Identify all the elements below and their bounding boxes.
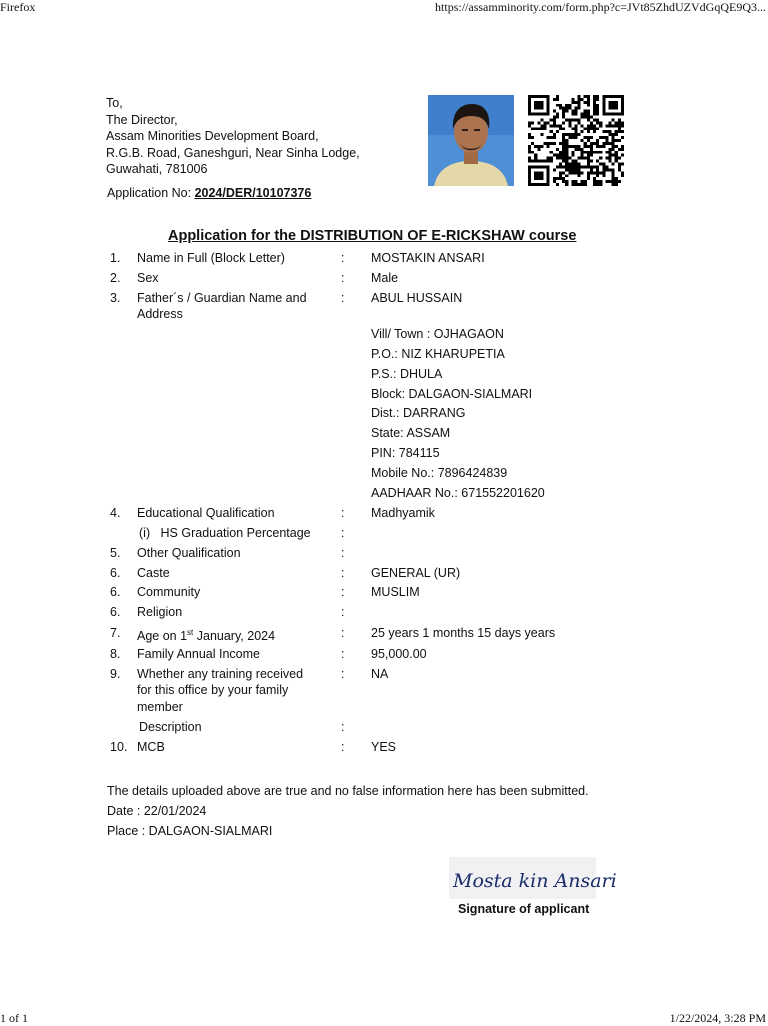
application-number-label: Application No: xyxy=(107,186,195,200)
row-number: 3. xyxy=(110,291,121,305)
guardian-address-line: Dist.: DARRANG xyxy=(371,406,466,420)
colon: : xyxy=(341,546,345,560)
colon: : xyxy=(341,585,345,599)
guardian-address-line: State: ASSAM xyxy=(371,426,451,440)
signature-image xyxy=(449,857,617,899)
colon: : xyxy=(341,740,345,754)
row-number: 8. xyxy=(110,647,121,661)
other-qualification-label: Other Qualification xyxy=(137,546,241,560)
training-value: NA xyxy=(371,667,389,681)
signature-caption: Signature of applicant xyxy=(458,902,590,916)
colon: : xyxy=(341,626,345,640)
address-line: The Director, xyxy=(106,112,178,127)
row-number: 1. xyxy=(110,251,121,265)
print-timestamp: 1/22/2024, 3:28 PM xyxy=(669,1011,766,1025)
description-label: Description xyxy=(139,720,202,734)
caste-value: GENERAL (UR) xyxy=(371,566,461,580)
training-label xyxy=(137,666,332,715)
colon: : xyxy=(341,667,345,681)
address-line: Assam Minorities Development Board, xyxy=(106,129,319,144)
age-label-text: January, 2024 xyxy=(193,629,276,644)
mcb-label: MCB xyxy=(137,740,165,754)
colon: : xyxy=(341,506,345,520)
address-line: To, xyxy=(106,96,123,110)
guardian-label-line: Father´s / Guardian Name and xyxy=(137,291,307,305)
application-number-value: 2024/DER/10107376 xyxy=(194,186,312,200)
guardian-address-line: Mobile No.: 7896424839 xyxy=(371,466,508,480)
hs-graduation-label: (i) HS Graduation Percentage xyxy=(139,526,311,540)
education-label: Educational Qualification xyxy=(137,506,275,520)
caste-label: Caste xyxy=(137,566,170,580)
age-label xyxy=(137,625,332,645)
age-label-text: Age on 1 xyxy=(137,629,188,644)
training-label-line: Whether any training received xyxy=(137,667,304,681)
sex-value: Male xyxy=(371,271,399,285)
browser-name: Firefox xyxy=(0,0,36,14)
colon: : xyxy=(341,647,345,661)
page-url: https://assamminority.com/form.php?c=JVt85ZhdUZVdGqQE9Q3... xyxy=(435,0,766,14)
declaration-place: Place : DALGAON-SIALMARI xyxy=(107,823,273,838)
education-value: Madhyamik xyxy=(371,506,435,520)
guardian-address-line: PIN: 784115 xyxy=(371,446,440,460)
training-label-line: member xyxy=(137,699,183,714)
colon: : xyxy=(341,526,345,540)
colon: : xyxy=(341,251,345,265)
guardian-address-line: Block: DALGAON-SIALMARI xyxy=(371,387,533,401)
row-number: 7. xyxy=(110,626,121,640)
income-value: 95,000.00 xyxy=(371,647,427,661)
guardian-address-line: AADHAAR No.: 671552201620 xyxy=(371,486,545,500)
declaration-date: Date : 22/01/2024 xyxy=(107,803,207,818)
row-number: 6. xyxy=(110,566,121,580)
colon: : xyxy=(341,566,345,580)
signature-text: Mosta kin Ansari xyxy=(453,870,617,892)
colon: : xyxy=(341,720,345,734)
name-label: Name in Full (Block Letter) xyxy=(137,251,285,265)
guardian-address-line: Vill/ Town : OJHAGAON xyxy=(371,327,504,341)
community-label: Community xyxy=(137,585,201,599)
declaration xyxy=(107,782,589,841)
age-label-superscript: st xyxy=(187,628,194,637)
community-value: MUSLIM xyxy=(371,585,420,599)
mcb-value: YES xyxy=(371,740,397,754)
guardian-address-line: P.O.: NIZ KHARUPETIA xyxy=(371,347,505,361)
address-line: R.G.B. Road, Ganeshguri, Near Sinha Lodge, xyxy=(106,145,360,160)
guardian-name-value: ABUL HUSSAIN xyxy=(371,291,463,305)
row-number: 9. xyxy=(110,667,121,681)
name-value: MOSTAKIN ANSARI xyxy=(371,251,485,265)
row-number: 2. xyxy=(110,271,121,285)
row-number: 6. xyxy=(110,605,121,619)
sex-label: Sex xyxy=(137,271,159,285)
row-number: 4. xyxy=(110,506,121,520)
guardian-address-line: P.S.: DHULA xyxy=(371,367,443,381)
religion-label: Religion xyxy=(137,605,183,619)
address-line: Guwahati, 781006 xyxy=(106,162,208,177)
age-value: 25 years 1 months 15 days years xyxy=(371,626,556,640)
guardian-label-line: Address xyxy=(137,307,183,322)
row-number: 5. xyxy=(110,546,121,560)
training-label-line: for this office by your family xyxy=(137,683,289,698)
colon: : xyxy=(341,605,345,619)
guardian-label xyxy=(137,290,332,323)
income-label: Family Annual Income xyxy=(137,647,260,661)
colon: : xyxy=(341,271,345,285)
form-title: Application for the DISTRIBUTION OF E-RICKSHAW course xyxy=(168,228,577,244)
row-number: 6. xyxy=(110,585,121,599)
colon: : xyxy=(341,291,345,305)
page-indicator: 1 of 1 xyxy=(0,1011,28,1025)
declaration-statement: The details uploaded above are true and no false information here has been submitted. xyxy=(107,784,589,798)
row-number: 10. xyxy=(110,740,128,754)
